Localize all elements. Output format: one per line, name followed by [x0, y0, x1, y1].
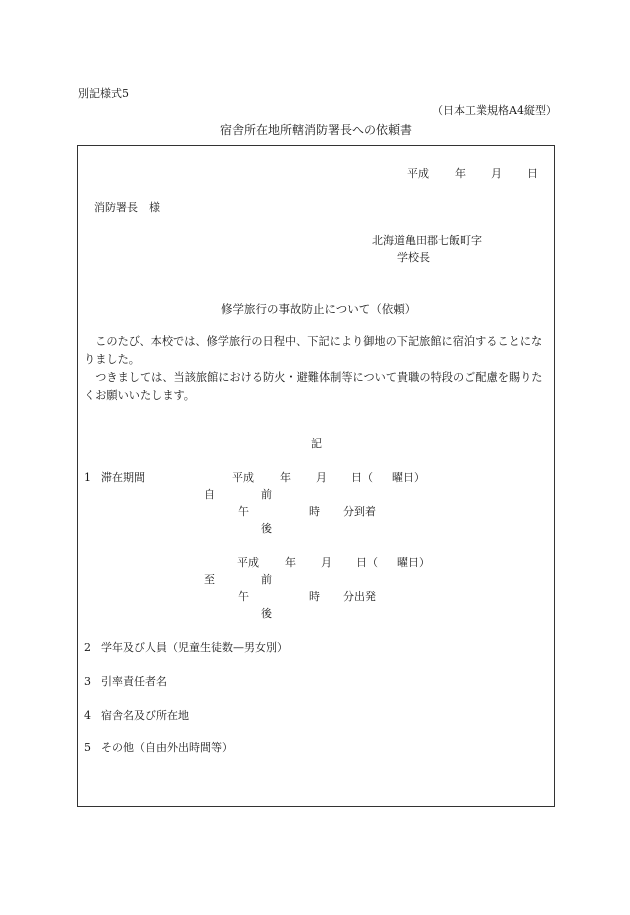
from-hour: 時 [309, 505, 320, 518]
from-pm: 後 [261, 522, 272, 535]
item-label: 滞在期間 [101, 471, 145, 484]
item-label: 宿舎名及び所在地 [101, 709, 189, 722]
item-label: 引率責任者名 [101, 675, 167, 688]
from-ampm: 午 [238, 505, 249, 518]
from-arrival: 分到着 [343, 505, 376, 518]
principal: 学校長 [397, 251, 430, 264]
to-pm: 後 [261, 607, 272, 620]
from-marker: 自 [204, 488, 215, 501]
to-weekday: 曜日） [397, 556, 430, 569]
to-hour: 時 [309, 590, 320, 603]
item-label: 学年及び人員（児童生徒数—男女別） [101, 641, 288, 654]
item-number: 5 [84, 741, 91, 754]
body-text [84, 333, 552, 405]
from-weekday: 曜日） [392, 471, 425, 484]
to-ampm: 午 [238, 590, 249, 603]
to-year: 年 [285, 556, 296, 569]
to-am: 前 [261, 573, 272, 586]
to-month: 月 [321, 556, 332, 569]
item-number: 2 [84, 641, 91, 654]
from-day: 日（ [351, 471, 373, 484]
item-label: その他（自由外出時間等） [101, 741, 233, 754]
addressee: 消防署長 様 [94, 201, 160, 214]
item-number: 1 [84, 471, 91, 484]
subject: 修学旅行の事故防止について（依頼） [221, 302, 417, 316]
date-month: 月 [491, 167, 502, 180]
from-year: 年 [280, 471, 291, 484]
body-paragraph: つきましては、当該旅館における防火・避難体制等について貴職の特段のご配慮を賜りたくお願いいたします。 [84, 371, 543, 402]
form-id: 別記様式5 [78, 87, 129, 100]
date-era: 平成 [407, 167, 429, 180]
from-month: 月 [316, 471, 327, 484]
to-day: 日（ [356, 556, 378, 569]
to-marker: 至 [204, 573, 215, 586]
from-era: 平成 [232, 471, 254, 484]
date-day: 日 [527, 167, 538, 180]
to-era: 平成 [237, 556, 259, 569]
paper-size-note: （日本工業規格A4縦型） [432, 104, 557, 117]
body-paragraph: このたび、本校では、修学旅行の日程中、下記により御地の下記旅館に宿泊することになりました。 [84, 335, 543, 366]
from-am: 前 [261, 488, 272, 501]
item-number: 3 [84, 675, 91, 688]
school-address: 北海道亀田郡七飯町字 [372, 234, 482, 247]
to-departure: 分出発 [343, 590, 376, 603]
ki-heading: 記 [311, 437, 322, 450]
document-title: 宿舎所在地所轄消防署長への依頼書 [220, 123, 413, 137]
item-number: 4 [84, 709, 91, 722]
date-year: 年 [455, 167, 466, 180]
